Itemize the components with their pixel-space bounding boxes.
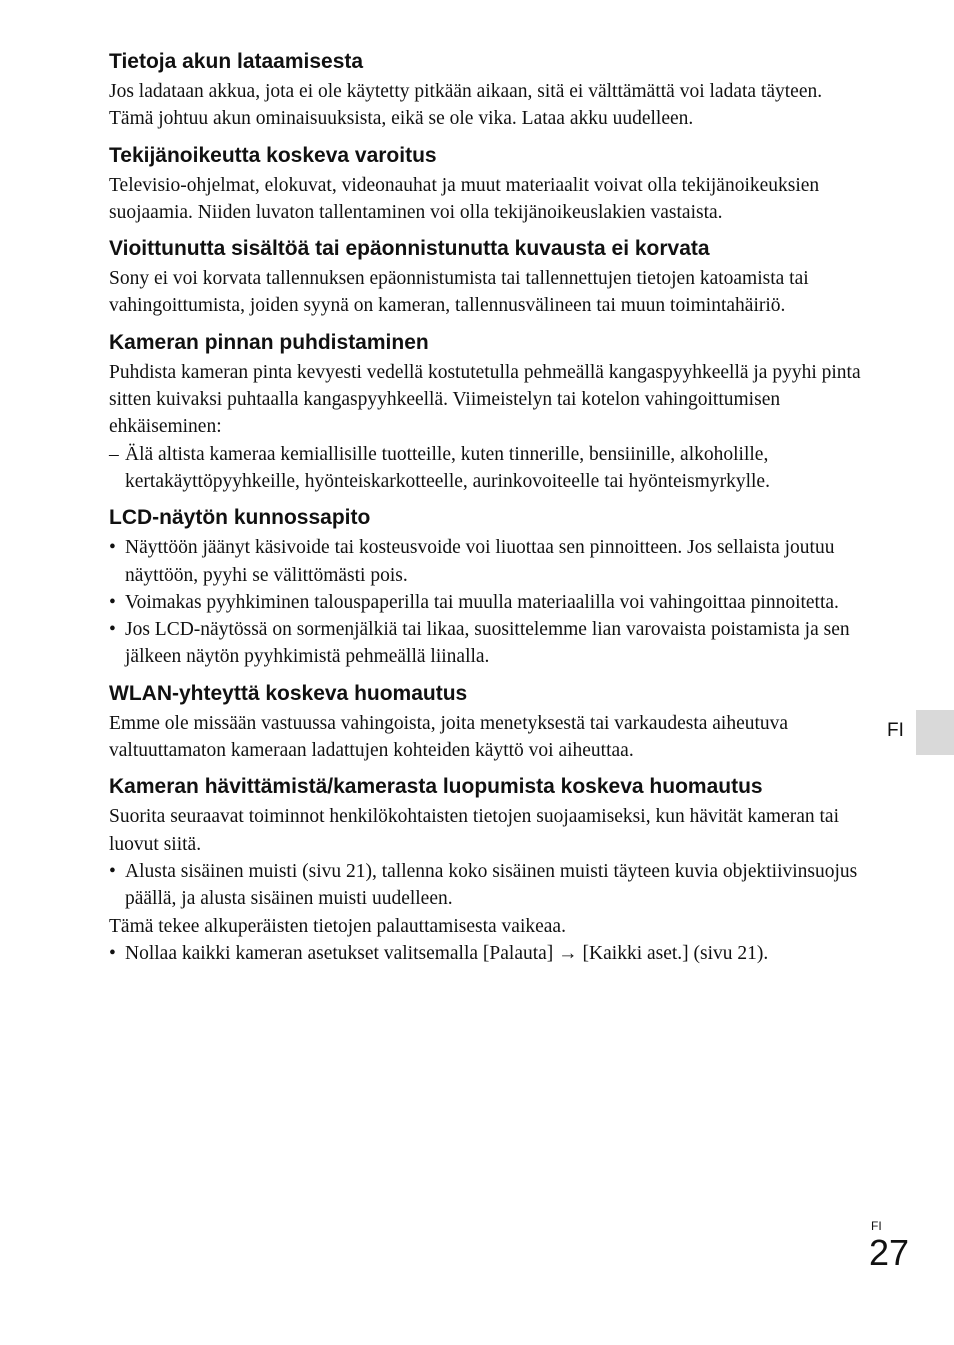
page-number: 27 — [869, 1232, 910, 1273]
bullet-marker: • — [109, 591, 116, 613]
bullet-marker: • — [109, 537, 116, 559]
arrow-icon: → — [558, 942, 578, 964]
list-item: • Näyttöön jäänyt käsivoide tai kosteusvoide voi liuottaa sen pinnoitteen. Jos sellaista joutuu näyttöön, pyyhi se välittömästi pois. — [109, 534, 861, 589]
section-no-compensation — [109, 237, 861, 320]
paragraph: Sony ei voi korvata tallennuksen epäonnistumista tai tallennettujen tietojen katoamista tai vahingoittumista, joiden syynä on kameran, tallennusvälineen tai muun toimintahäiriö. — [109, 268, 809, 317]
paragraph: Puhdista kameran pinta kevyesti vedellä kostutetulla pehmeällä kangaspyyhkeellä ja pyyhi pinta sitten kuivaksi puhtaalla kangaspyyhkeellä. Viimeistelyn tai kotelon vahingoittumisen ehkäiseminen: — [109, 361, 861, 438]
page-language-code: FI — [871, 1219, 882, 1233]
section-battery-charging — [109, 50, 861, 133]
bullet-list — [109, 858, 861, 913]
paragraph: Suorita seuraavat toiminnot henkilökohtaisten tietojen suojaamiseksi, kun hävität kameran tai luovut siitä. — [109, 806, 839, 855]
bullet-marker: • — [109, 860, 116, 882]
bullet-list — [109, 534, 861, 670]
section-copyright-warning — [109, 144, 861, 227]
bullet-list — [109, 940, 861, 967]
dash-list — [109, 441, 861, 496]
paragraph: Televisio-ohjelmat, elokuvat, videonauhat ja muut materiaalit voivat olla tekijänoikeuksien suojaamia. Niiden luvaton tallentaminen voi olla tekijänoikeuslakien vastaista. — [109, 174, 820, 223]
paragraph: Emme ole missään vastuussa vahingoista, joita menetyksestä tai varkaudesta aiheutuva valtuuttamaton kameraan ladattujen kohteiden käyttö voi aiheuttaa. — [109, 712, 789, 762]
list-item: • Alusta sisäinen muisti (sivu 21), tallenna koko sisäinen muisti täyteen kuvia objektiivinsuojus päällä, ja alusta sisäinen muisti uudelleen. — [109, 858, 861, 913]
paragraph: Jos ladataan akkua, jota ei ole käytetty pitkään aikaan, sitä ei välttämättä voi ladata täyteen. — [109, 81, 823, 102]
paragraph: Tämä tekee alkuperäisten tietojen palauttamisesta vaikeaa. — [109, 915, 566, 937]
bullet-marker: • — [109, 942, 116, 964]
list-item: • Voimakas pyyhkiminen talouspaperilla tai muulla materiaalilla voi vahingoittaa pinnoitetta. — [109, 589, 861, 616]
section-heading: Tekijänoikeutta koskeva varoitus — [109, 143, 437, 167]
section-heading: Kameran hävittämistä/kamerasta luopumista koskeva huomautus — [109, 775, 763, 799]
section-wlan-notice — [109, 682, 861, 765]
list-item: • Jos LCD-näytössä on sormenjälkiä tai likaa, suosittelemme lian varovaista poistamista ja sen jälkeen näytön pyyhkimistä pehmeällä liinalla. — [109, 616, 861, 671]
dash-marker: – — [109, 443, 119, 465]
document-body — [109, 50, 861, 978]
paragraph: Tämä johtuu akun ominaisuuksista, eikä se ole vika. Lataa akku uudelleen. — [109, 108, 694, 130]
section-heading: WLAN-yhteyttä koskeva huomautus — [109, 681, 468, 705]
language-tab — [916, 710, 954, 755]
section-lcd-care — [109, 506, 861, 670]
section-heading: Tietoja akun lataamisesta — [109, 50, 364, 73]
section-heading: LCD-näytön kunnossapito — [109, 506, 371, 530]
section-heading: Vioittunutta sisältöä tai epäonnistunutta kuvausta ei korvata — [109, 237, 710, 261]
language-tab-label: FI — [887, 720, 904, 741]
bullet-marker: • — [109, 619, 116, 641]
section-disposal-notice — [109, 775, 861, 967]
section-cleaning-surface — [109, 331, 861, 495]
list-item: • Nollaa kaikki kameran asetukset valitsemalla [Palauta] → [Kaikki aset.] (sivu 21). — [109, 940, 861, 967]
list-item: – Älä altista kameraa kemiallisille tuotteille, kuten tinnerille, bensiinille, alkoholille, kertakäyttöpyyhkeille, hyönteiskarkotteelle, aurinkovoiteelle tai hyönteismyrkylle. — [109, 441, 861, 496]
section-heading: Kameran pinnan puhdistaminen — [109, 330, 429, 354]
